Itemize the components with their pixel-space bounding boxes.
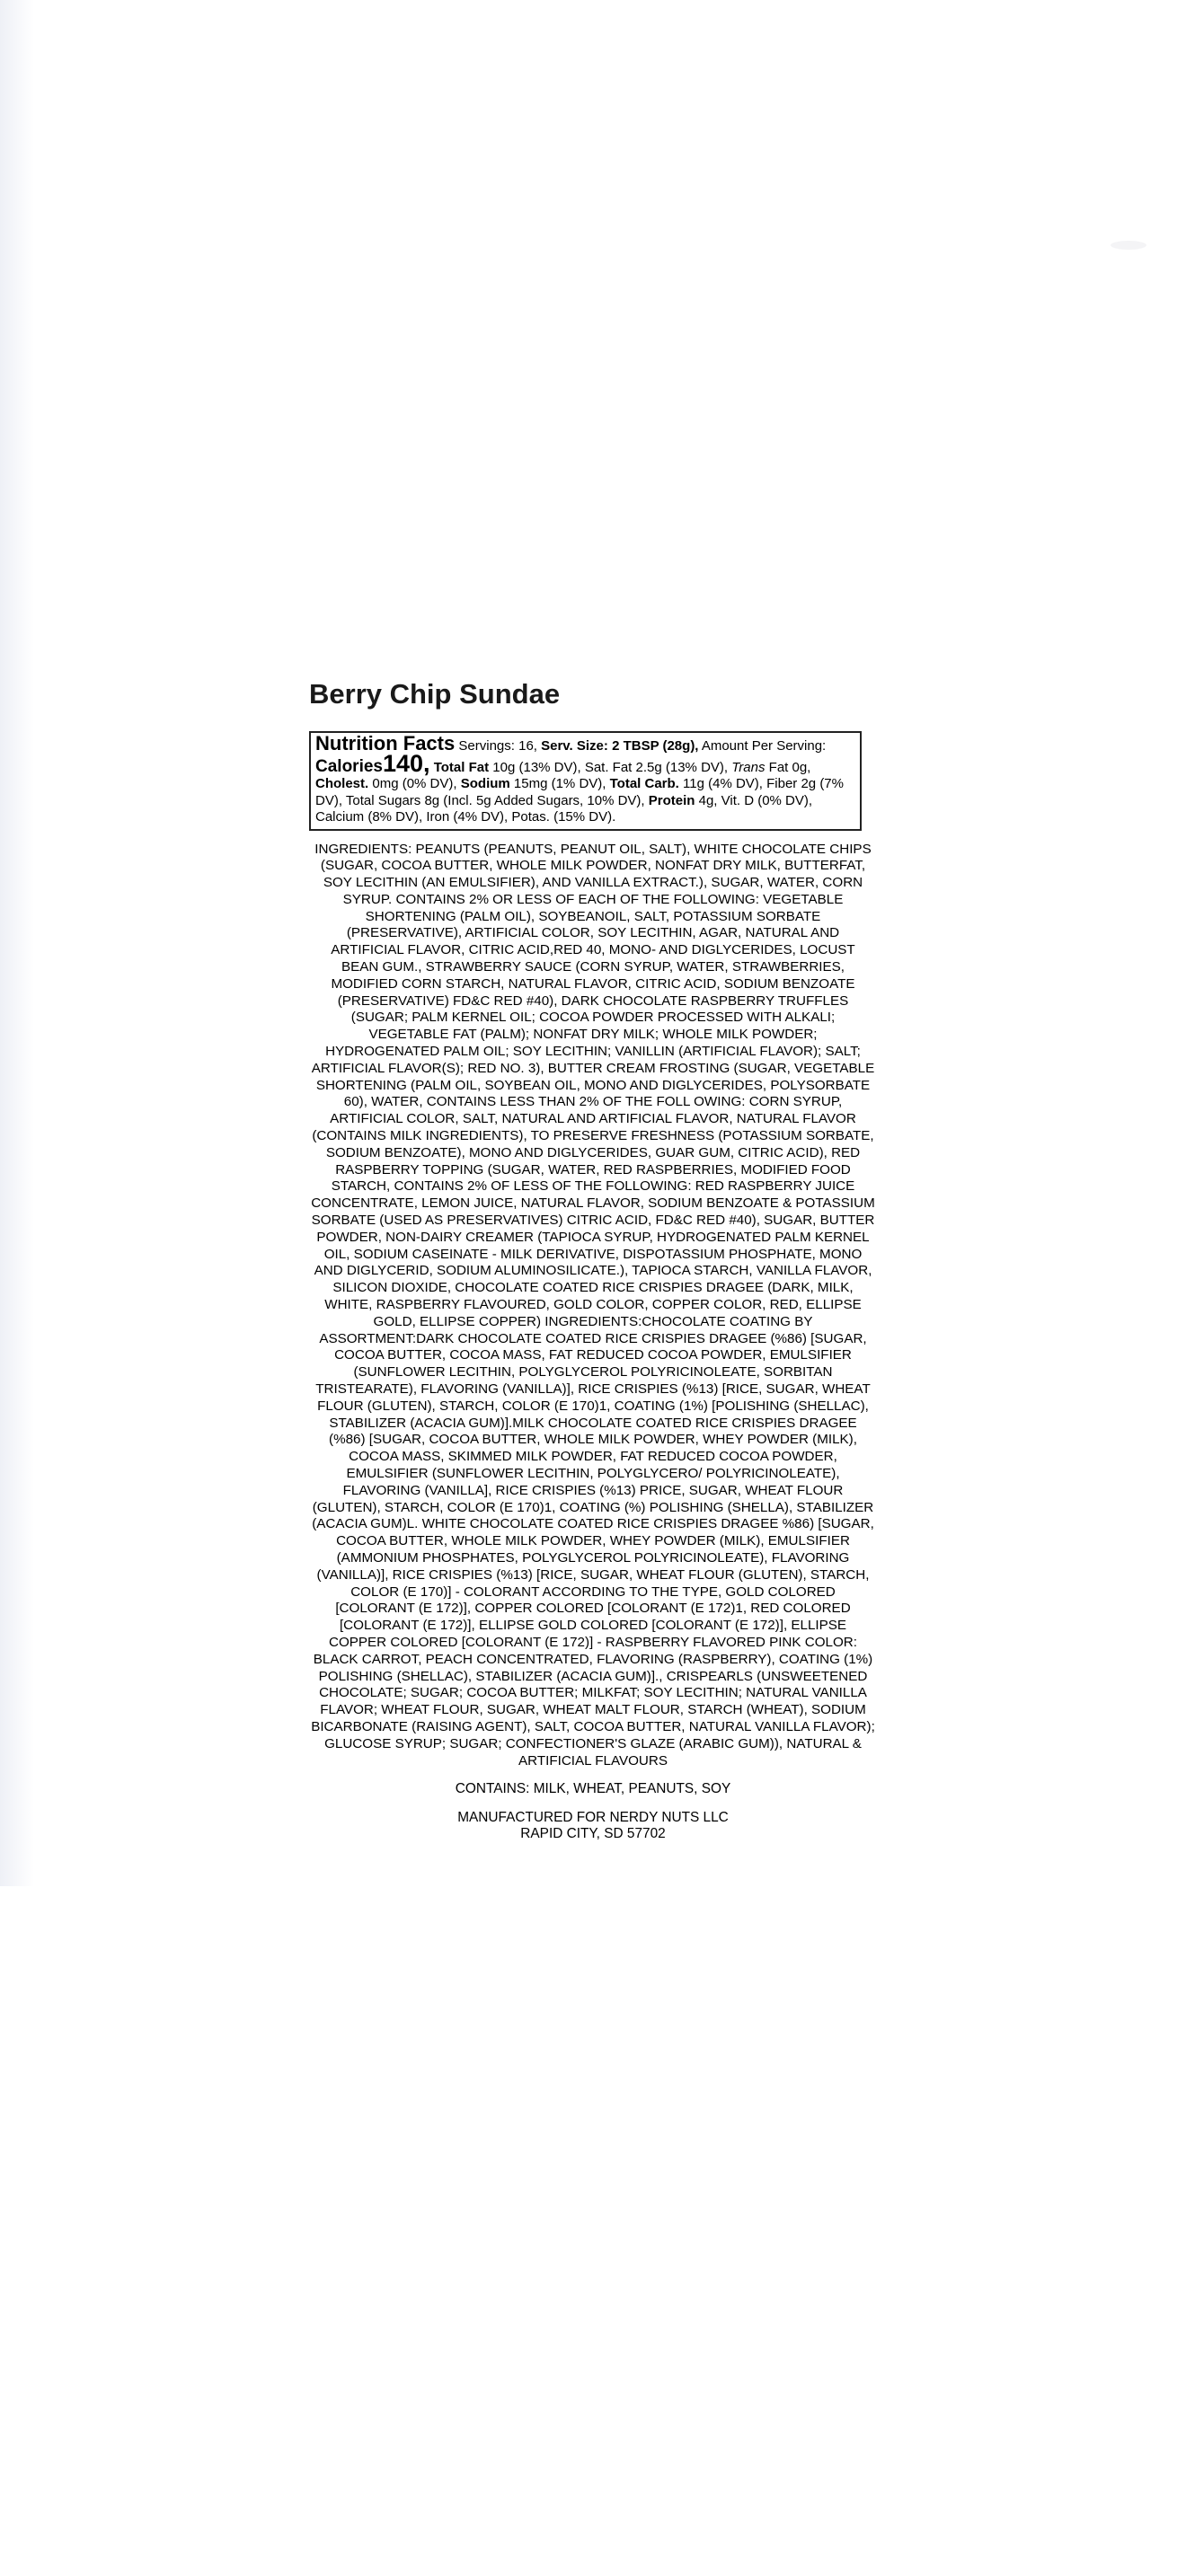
servings-text: Servings: 16, [458, 738, 537, 754]
total-carb-label: Total Carb. [609, 776, 679, 791]
sodium-value: 15mg (1% DV), [513, 776, 606, 791]
sodium-label: Sodium [460, 776, 510, 791]
manufacturer-address: RAPID CITY, SD 57702 [520, 1826, 666, 1842]
product-title: Berry Chip Sundae [309, 678, 561, 710]
background-smudge [1111, 241, 1146, 250]
trans-fat-value: Fat 0g, [768, 759, 811, 775]
cholesterol-value: 0mg (0% DV), [372, 776, 457, 791]
total-carb-value: 11g (4% DV), Fiber 2g (7% DV), Total Sugars 8g (Incl. 5g Added Sugars, 10% DV), [315, 776, 844, 808]
manufacturer-info [309, 1810, 877, 1842]
nutrition-facts-panel [309, 731, 862, 831]
nutrition-facts-heading: Nutrition Facts [315, 732, 456, 754]
label-document [309, 675, 877, 1842]
ingredients-text: INGREDIENTS: PEANUTS (PEANUTS, PEANUT OIL, SALT), WHITE CHOCOLATE CHIPS (SUGAR, COCOA BUTTER, WHOLE MILK POWDER, NONFAT DRY MILK, BUTTERFAT, SOY LECITHIN (AN EMULSIFIER), AND VANILLA EXTRACT.), SUGAR, WATER, CORN SYRUP. CONTAINS 2% OR LESS OF EACH OF THE FOLLOWING: VEGETABLE SHORTENING (PALM OIL), SOYBEANOIL, SALT, POTASSIUM SORBATE (PRESERVATIVE), ARTIFICIAL COLOR, SOY LECITHIN, AGAR, NATURAL AND ARTIFICIAL FLAVOR, CITRIC ACID,RED 40, MONO- AND DIGLYCERIDES, LOCUST BEAN GUM., STRAWBERRY SAUCE (CORN SYRUP, WATER, STRAWBERRIES, MODIFIED CORN STARCH, NATURAL FLAVOR, CITRIC ACID, SODIUM BENZOATE (PRESERVATIVE) FD&C RED #40), DARK CHOCOLATE RASPBERRY TRUFFLES (SUGAR; PALM KERNEL OIL; COCOA POWDER PROCESSED WITH ALKALI; VEGETABLE FAT (PALM); NONFAT DRY MILK; WHOLE MILK POWDER; HYDROGENATED PALM OIL; SOY LECITHIN; VANILLIN (ARTIFICIAL FLAVOR); SALT; ARTIFICIAL FLAVOR(S); RED NO. 3), BUTTER CREAM FROSTING (SUGAR, VEGETABLE SHORTENING (PALM OIL, SOYBEAN OIL, MONO AND DIGLYCERIDES, POLYSORBATE 60), WATER, CONTAINS LESS THAN 2% OF THE FOLL OWING: CORN SYRUP, ARTIFICIAL COLOR, SALT, NATURAL AND ARTIFICIAL FLAVOR, NATURAL FLAVOR (CONTAINS MILK INGREDIENTS), TO PRESERVE FRESHNESS (POTASSIUM SORBATE, SODIUM BENZOATE), MONO AND DIGLYCERIDES, GUAR GUM, CITRIC ACID), RED RASPBERRY TOPPING (SUGAR, WATER, RED RASPBERRIES, MODIFIED FOOD STARCH, CONTAINS 2% OF LESS OF THE FOLLOWING: RED RASPBERRY JUICE CONCENTRATE, LEMON JUICE, NATURAL FLAVOR, SODIUM BENZOATE & POTASSIUM SORBATE (USED AS PRESERVATIVES) CITRIC ACID, FD&C RED #40), SUGAR, BUTTER POWDER, NON-DAIRY CREAMER (TAPIOCA SYRUP, HYDROGENATED PALM KERNEL OIL, SODIUM CASEINATE - MILK DERIVATIVE, DISPOTASSIUM PHOSPHATE, MONO AND DIGLYCERID, SODIUM ALUMINOSILICATE.), TAPIOCA STARCH, VANILLA FLAVOR, SILICON DIOXIDE, CHOCOLATE COATED RICE CRISPIES DRAGEE (DARK, MILK, WHITE, RASPBERRY FLAVOURED, GOLD COLOR, COPPER COLOR, RED, ELLIPSE GOLD, ELLIPSE COPPER) INGREDIENTS:CHOCOLATE COATING BY ASSORTMENT:DARK CHOCOLATE COATED RICE CRISPIES DRAGEE (%86) [SUGAR, COCOA BUTTER, COCOA MASS, FAT REDUCED COCOA POWDER, EMULSIFIER (SUNFLOWER LECITHIN, POLYGLYCEROL POLYRICINOLEATE, SORBITAN TRISTEARATE), FLAVORING (VANILLA)], RICE CRISPIES (%13) [RICE, SUGAR, WHEAT FLOUR (GLUTEN), STARCH, COLOR (E 170)1, COATING (1%) [POLISHING (SHELLAC), STABILIZER (ACACIA GUM)].MILK CHOCOLATE COATED RICE CRISPIES DRAGEE (%86) [SUGAR, COCOA BUTTER, WHOLE MILK POWDER, WHEY POWDER (MILK), COCOA MASS, SKIMMED MILK POWDER, FAT REDUCED COCOA POWDER, EMULSIFIER (SUNFLOWER LECITHIN, POLYGLYCERO/ POLYRICINOLEATE), FLAVORING (VANILLA], RICE CRISPIES (%13) PRICE, SUGAR, WHEAT FLOUR (GLUTEN), STARCH, COLOR (E 170)1, COATING (%) POLISHING (SHELLA), STABILIZER (ACACIA GUM)L. WHITE CHOCOLATE COATED RICE CRISPIES DRAGEE %86) [SUGAR, COCOA BUTTER, WHOLE MILK POWDER, WHEY POWDER (MILK), EMULSIFIER (AMMONIUM PHOSPHATES, POLYGLYCEROL POLYRICINOLEATE), FLAVORING (VANILLA)], RICE CRISPIES (%13) [RICE, SUGAR, WHEAT FLOUR (GLUTEN), STARCH, COLOR (E 170)] - COLORANT ACCORDING TO THE TYPE, GOLD COLORED [COLORANT (E 172)], COPPER COLORED [COLORANT (E 172)1, RED COLORED [COLORANT (E 172)], ELLIPSE GOLD COLORED [COLORANT (E 172)], ELLIPSE COPPER COLORED [COLORANT (E 172)] - RASPBERRY FLAVORED PINK COLOR: BLACK CARROT, PEACH CONCENTRATED, FLAVORING (RASPBERRY), COATING (1%) POLISHING (SHELLAC), STABILIZER (ACACIA GUM)]., CRISPEARLS (UNSWEETENED CHOCOLATE; SUGAR; COCOA BUTTER; MILKFAT; SOY LECITHIN; NATURAL VANILLA FLAVOR; WHEAT FLOUR, SUGAR, WHEAT MALT FLOUR, STARCH (WHEAT), SODIUM BICARBONATE (RAISING AGENT), SALT, COCOA BUTTER, NATURAL VANILLA FLAVOR); GLUCOSE SYRUP; SUGAR; CONFECTIONER'S GLAZE (ARABIC GUM)), NATURAL & ARTIFICIAL FLAVOURS [311, 841, 875, 1769]
total-fat-value: 10g (13% DV), Sat. Fat 2.5g (13% DV), [492, 759, 729, 775]
protein-value: 4g, Vit. D (0% DV), Calcium (8% DV), Iron (4% DV), Potas. (15% DV). [315, 792, 813, 825]
total-fat-label: Total Fat [433, 759, 490, 775]
calories-label: Calories [315, 756, 383, 776]
protein-label: Protein [648, 792, 695, 808]
trans-label: Trans [731, 759, 766, 775]
serving-size-label: Serv. Size: [541, 738, 608, 754]
amount-per-serving: Amount Per Serving: [701, 738, 827, 754]
cholesterol-label: Cholest. [315, 776, 369, 791]
manufacturer-name: MANUFACTURED FOR NERDY NUTS LLC [457, 1810, 729, 1826]
serving-size-value: 2 TBSP (28g), [612, 738, 699, 754]
calories-value: 140, [382, 749, 430, 777]
allergen-statement: CONTAINS: MILK, WHEAT, PEANUTS, SOY [455, 1781, 731, 1797]
page-edge-shade [0, 0, 34, 1886]
